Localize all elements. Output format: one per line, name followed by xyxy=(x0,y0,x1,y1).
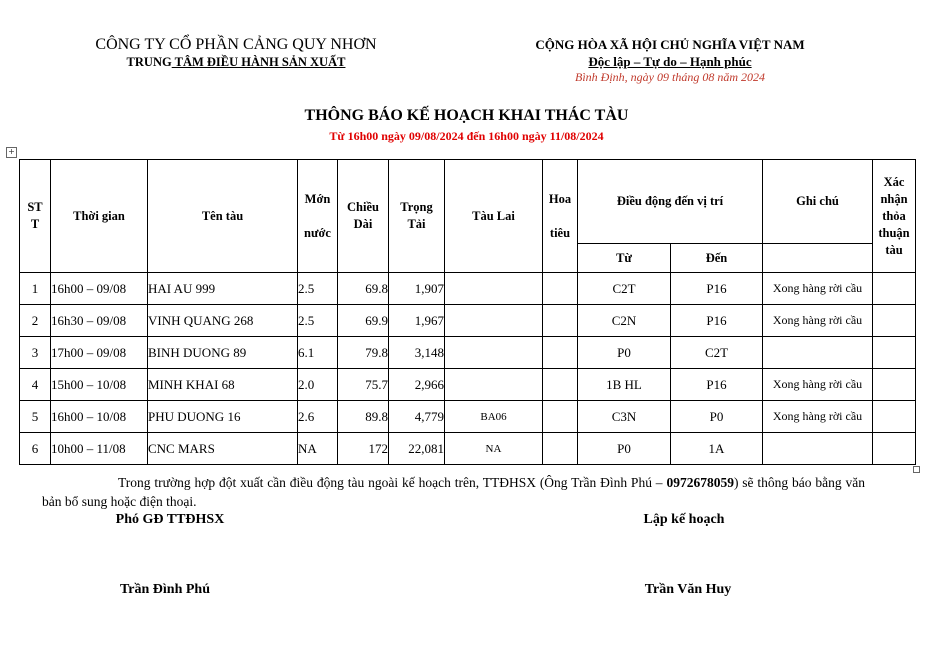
document-title: THÔNG BÁO KẾ HOẠCH KHAI THÁC TÀU xyxy=(304,107,629,124)
table-body xyxy=(20,273,916,465)
cell-ship-name: CNC MARS xyxy=(148,433,298,465)
cell-length: 69.8 xyxy=(338,273,389,305)
cell-tonnage: 3,148 xyxy=(389,337,445,369)
cell-ship-name: HAI AU 999 xyxy=(148,273,298,305)
cell-draft: 2.5 xyxy=(298,305,338,337)
table-row xyxy=(20,369,916,401)
cell-to: P16 xyxy=(671,273,763,305)
cell-tug xyxy=(445,369,543,401)
cell-tug: NA xyxy=(445,433,543,465)
cell-length: 75.7 xyxy=(338,369,389,401)
cell-tug xyxy=(445,337,543,369)
cell-from: P0 xyxy=(578,433,671,465)
cell-note: Xong hàng rời cầu xyxy=(763,273,873,305)
cell-ship-name: MINH KHAI 68 xyxy=(148,369,298,401)
header-to: Đến xyxy=(671,244,763,273)
cell-tonnage: 4,779 xyxy=(389,401,445,433)
header-time: Thời gian xyxy=(51,160,148,273)
header-from: Từ xyxy=(578,244,671,273)
cell-ship-name: BINH DUONG 89 xyxy=(148,337,298,369)
cell-draft: 2.0 xyxy=(298,369,338,401)
cell-time: 16h00 – 10/08 xyxy=(51,401,148,433)
cell-tug: BA06 xyxy=(445,401,543,433)
cell-length: 172 xyxy=(338,433,389,465)
cell-to: P16 xyxy=(671,369,763,401)
table-resize-handle-icon[interactable] xyxy=(913,466,920,473)
document-subtitle: Từ 16h00 ngày 09/08/2024 đến 16h00 ngày 11/08/2024 xyxy=(329,129,604,143)
cell-from: C3N xyxy=(578,401,671,433)
signer-right-name: Trần Văn Huy xyxy=(644,582,732,597)
header-stt: ST T xyxy=(20,160,51,273)
cell-to: P16 xyxy=(671,305,763,337)
header-length: Chiều Dài xyxy=(338,160,389,273)
cell-confirm xyxy=(873,433,916,465)
nation-motto: Độc lập – Tự do – Hạnh phúc xyxy=(588,54,752,69)
table-header-row xyxy=(20,160,916,244)
department-prefix: TRUNG xyxy=(126,55,172,69)
company-name: CÔNG TY CỔ PHẦN CẢNG QUY NHƠN xyxy=(95,36,377,53)
cell-tug xyxy=(445,305,543,337)
cell-time: 16h00 – 09/08 xyxy=(51,273,148,305)
table-move-handle-icon[interactable]: + xyxy=(6,147,17,158)
cell-tonnage: 1,907 xyxy=(389,273,445,305)
header-pilot: Hoa tiêu xyxy=(543,160,578,273)
cell-draft: 2.5 xyxy=(298,273,338,305)
cell-confirm xyxy=(873,337,916,369)
cell-stt: 1 xyxy=(20,273,51,305)
cell-note xyxy=(763,337,873,369)
cell-confirm xyxy=(873,273,916,305)
cell-length: 89.8 xyxy=(338,401,389,433)
cell-to: C2T xyxy=(671,337,763,369)
cell-note xyxy=(763,433,873,465)
cell-from: C2N xyxy=(578,305,671,337)
table-row xyxy=(20,401,916,433)
cell-tonnage: 1,967 xyxy=(389,305,445,337)
table-row xyxy=(20,433,916,465)
signer-left-title: Phó GĐ TTĐHSX xyxy=(115,512,225,527)
cell-ship-name: PHU DUONG 16 xyxy=(148,401,298,433)
cell-tonnage: 2,966 xyxy=(389,369,445,401)
cell-time: 16h30 – 09/08 xyxy=(51,305,148,337)
cell-ship-name: VINH QUANG 268 xyxy=(148,305,298,337)
cell-note: Xong hàng rời cầu xyxy=(763,401,873,433)
cell-stt: 4 xyxy=(20,369,51,401)
cell-from: C2T xyxy=(578,273,671,305)
cell-confirm xyxy=(873,305,916,337)
header-confirm: Xác nhận thỏa thuận tàu xyxy=(873,160,916,273)
cell-length: 79.8 xyxy=(338,337,389,369)
nation-title: CỘNG HÒA XÃ HỘI CHỦ NGHĨA VIỆT NAM xyxy=(535,37,805,52)
department-name xyxy=(60,55,412,70)
cell-length: 69.9 xyxy=(338,305,389,337)
signer-left-name: Trần Đình Phú xyxy=(120,582,210,597)
cell-to: 1A xyxy=(671,433,763,465)
cell-pilot xyxy=(543,433,578,465)
cell-draft: 2.6 xyxy=(298,401,338,433)
cell-stt: 5 xyxy=(20,401,51,433)
header-tonnage: Trọng Tải xyxy=(389,160,445,273)
header-move-to: Điều động đến vị trí xyxy=(578,160,763,244)
cell-time: 10h00 – 11/08 xyxy=(51,433,148,465)
cell-confirm xyxy=(873,369,916,401)
cell-pilot xyxy=(543,337,578,369)
cell-pilot xyxy=(543,401,578,433)
ship-plan-table xyxy=(19,159,916,465)
cell-note: Xong hàng rời cầu xyxy=(763,369,873,401)
header-draft: Mớn nước xyxy=(298,160,338,273)
header-note-blank xyxy=(763,244,873,273)
table-row xyxy=(20,305,916,337)
cell-to: P0 xyxy=(671,401,763,433)
cell-note: Xong hàng rời cầu xyxy=(763,305,873,337)
header-note: Ghi chú xyxy=(763,160,873,244)
cell-confirm xyxy=(873,401,916,433)
cell-draft: 6.1 xyxy=(298,337,338,369)
cell-pilot xyxy=(543,305,578,337)
notice-paragraph: Trong trường hợp đột xuất cần điều động tàu ngoài kế hoạch trên, TTĐHSX (Ông Trần Đình Phú – 0972678059) sẽ thông báo bằng văn bản bổ sung hoặc điện thoại. xyxy=(42,475,865,509)
cell-stt: 6 xyxy=(20,433,51,465)
document-date: Bình Định, ngày 09 tháng 08 năm 2024 xyxy=(575,70,765,84)
cell-time: 15h00 – 10/08 xyxy=(51,369,148,401)
cell-from: P0 xyxy=(578,337,671,369)
cell-draft: NA xyxy=(298,433,338,465)
header-tug: Tàu Lai xyxy=(445,160,543,273)
cell-stt: 3 xyxy=(20,337,51,369)
cell-from: 1B HL xyxy=(578,369,671,401)
cell-time: 17h00 – 09/08 xyxy=(51,337,148,369)
table-row xyxy=(20,337,916,369)
table-row xyxy=(20,273,916,305)
cell-pilot xyxy=(543,369,578,401)
cell-stt: 2 xyxy=(20,305,51,337)
cell-pilot xyxy=(543,273,578,305)
signer-right-title: Lập kế hoạch xyxy=(643,512,725,527)
cell-tug xyxy=(445,273,543,305)
contact-phone: 0972678059 xyxy=(666,475,734,490)
header-ship-name: Tên tàu xyxy=(148,160,298,273)
department-underlined: TÂM ĐIỀU HÀNH SẢN XUẤT xyxy=(171,55,346,69)
cell-tonnage: 22,081 xyxy=(389,433,445,465)
